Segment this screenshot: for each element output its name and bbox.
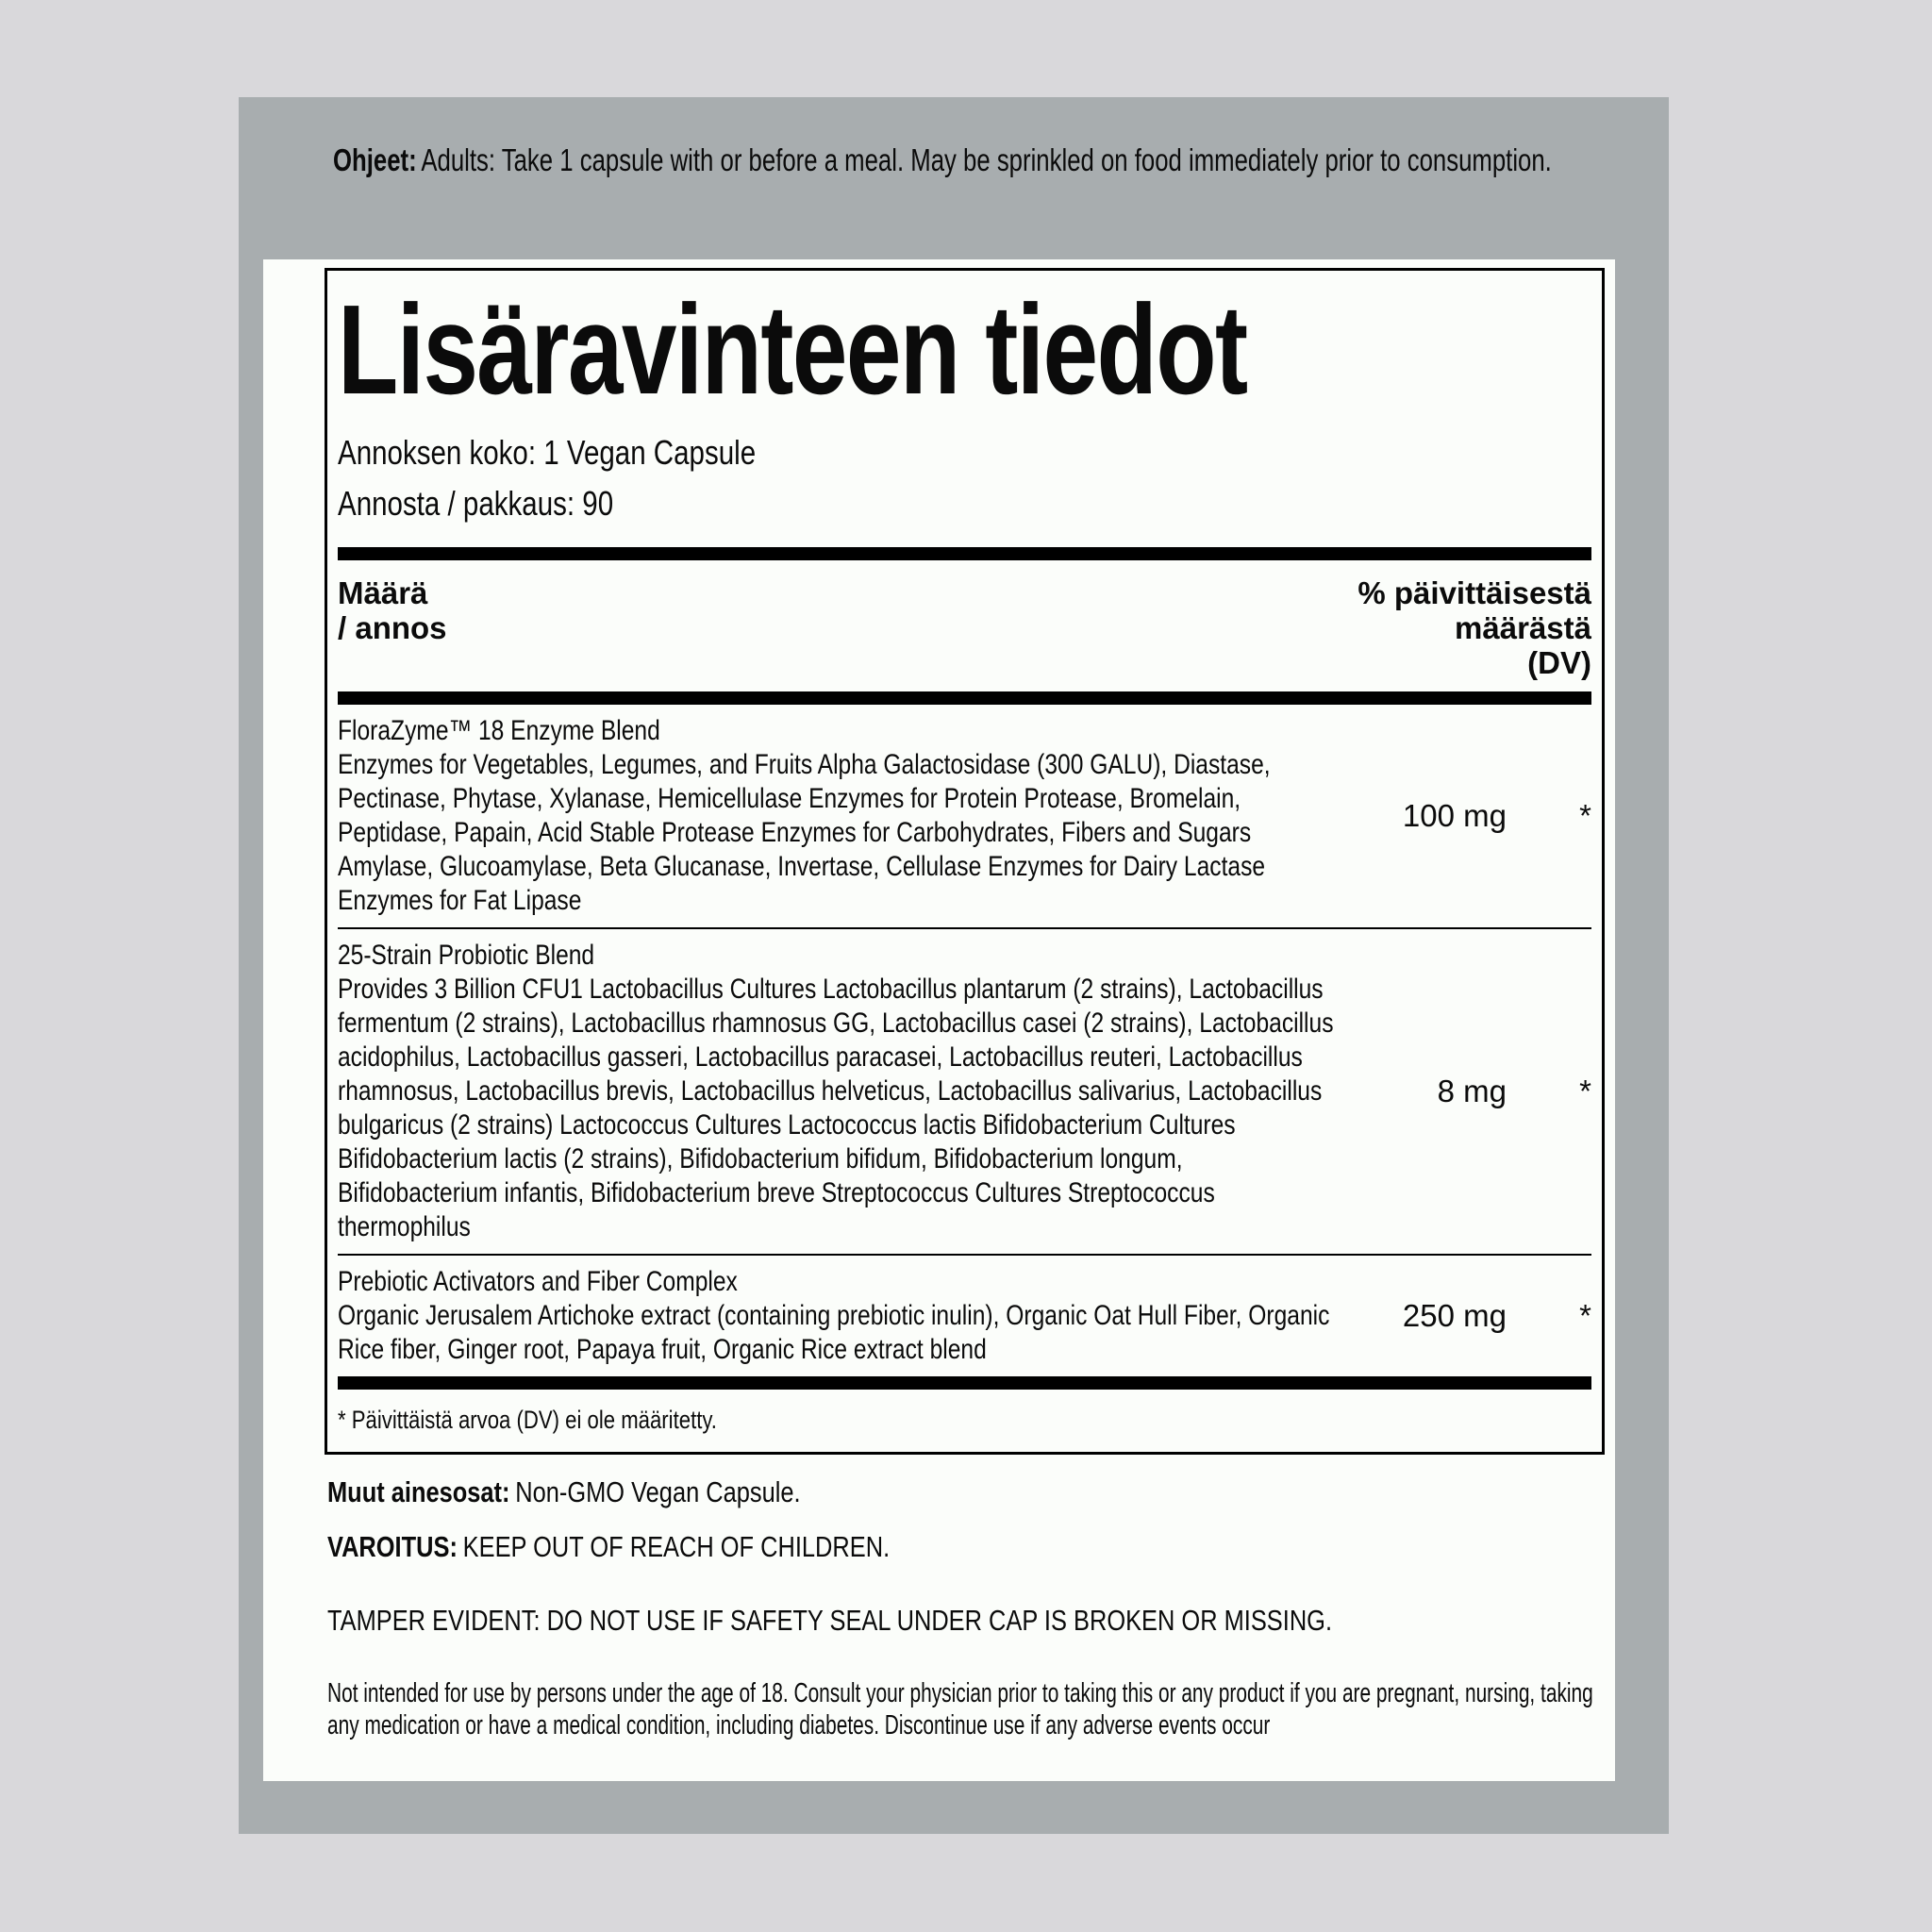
directions-text [333,139,1654,181]
ingredient-description: Enzymes for Vegetables, Legumes, and Fruits Alpha Galactosidase (300 GALU), Diastase, Pectinase, Phytase, Xylanase, Hemicellulase Enzymes for Protein Protease, Bromelain, Peptidase, Papain, Acid Stable Protease Enzymes for Carbohydrates, Fibers and Sugars Amylase, Glucoamylase, Beta Glucanase, Invertase, Cellulase Enzymes for Dairy Lactase Enzymes for Fat Lipase [338,749,1271,916]
divider-bar-header [338,691,1591,705]
table-header [338,560,1591,691]
directions-label: Ohjeet: [333,142,417,177]
amount-value: 8 mg [1437,1074,1507,1108]
amount-value: 250 mg [1402,1298,1507,1333]
ingredient-rows [338,705,1591,1376]
ingredient-text [338,939,1341,1244]
other-ingredients-label: Muut ainesosat: [327,1475,510,1508]
dv-value: * [1579,1298,1591,1333]
label-bottom-section [327,1475,1596,1741]
ingredient-text [338,1265,1341,1367]
warning: VAROITUS: KEEP OUT OF REACH OF CHILDREN. [327,1530,891,1563]
disclaimer: Not intended for use by persons under the age of 18. Consult your physician prior to taking this or any product if you are pregnant, nursing, taking any medication or have a medical condition, including diabetes. Discontinue use if any adverse events occur [327,1678,1593,1740]
ingredient-description: Provides 3 Billion CFU1 Lactobacillus Cultures Lactobacillus plantarum (2 strains), Lactobacillus fermentum (2 strains), Lactobacillus rhamnosus GG, Lactobacillus casei (2 strains), Lactobacillus acidophilus, Lactobacillus gasseri, Lactobacillus paracasei, Lactobacillus reuteri, Lactobacillus rhamnosus, Lactobacillus brevis, Lactobacillus helveticus, Lactobacillus salivarius, Lactobacillus bulgaricus (2 strains) Lactococcus Cultures Lactococcus lactis Bifidobacterium Cultures Bifidobacterium lactis (2 strains), Bifidobacterium bifidum, Bifidobacterium longum, Bifidobacterium infantis, Bifidobacterium breve Streptococcus Cultures Streptococcus thermophilus [338,974,1334,1242]
supplement-label [263,259,1615,1781]
warning-label: VAROITUS: [327,1530,458,1563]
facts-title: Lisäravinteen tiedot [338,278,1247,421]
dv-value: * [1579,798,1591,833]
divider-bar-top [338,547,1591,560]
column-header-dv: % päivittäisestä määrästä (DV) [1357,575,1591,680]
ingredient-row-probiotic-blend [338,927,1591,1254]
ingredient-name: Prebiotic Activators and Fiber Complex [338,1266,738,1297]
ingredient-name: 25-Strain Probiotic Blend [338,940,595,971]
directions-line [333,139,1654,181]
other-ingredients: Muut ainesosat: Non-GMO Vegan Capsule. [327,1475,801,1508]
column-header-amount: Määrä / annos [338,575,447,645]
ingredient-description: Organic Jerusalem Artichoke extract (containing prebiotic inulin), Organic Oat Hull Fiber, Organic Rice fiber, Ginger root, Papaya fruit, Organic Rice extract blend [338,1300,1330,1365]
ingredient-row-prebiotic-complex [338,1254,1591,1376]
servings-per-container: Annosta / pakkaus: 90 [338,484,614,523]
dv-footnote: * Päivittäistä arvoa (DV) ei ole määritetty. [338,1406,717,1434]
ingredient-text [338,714,1341,918]
directions-body: Adults: Take 1 capsule with or before a meal. May be sprinkled on food immediately prior to consumption. [421,142,1552,177]
divider-bar-bottom [338,1376,1591,1390]
serving-size: Annoksen koko: 1 Vegan Capsule [338,433,757,472]
product-label-panel [239,97,1669,1834]
amount-value: 100 mg [1402,798,1507,833]
ingredient-row-enzyme-blend [338,705,1591,927]
dv-value: * [1579,1074,1591,1108]
tamper-warning: TAMPER EVIDENT: DO NOT USE IF SAFETY SEAL UNDER CAP IS BROKEN OR MISSING. [327,1604,1333,1637]
supplement-facts-box [325,268,1605,1455]
ingredient-name: FloraZyme™ 18 Enzyme Blend [338,715,660,746]
